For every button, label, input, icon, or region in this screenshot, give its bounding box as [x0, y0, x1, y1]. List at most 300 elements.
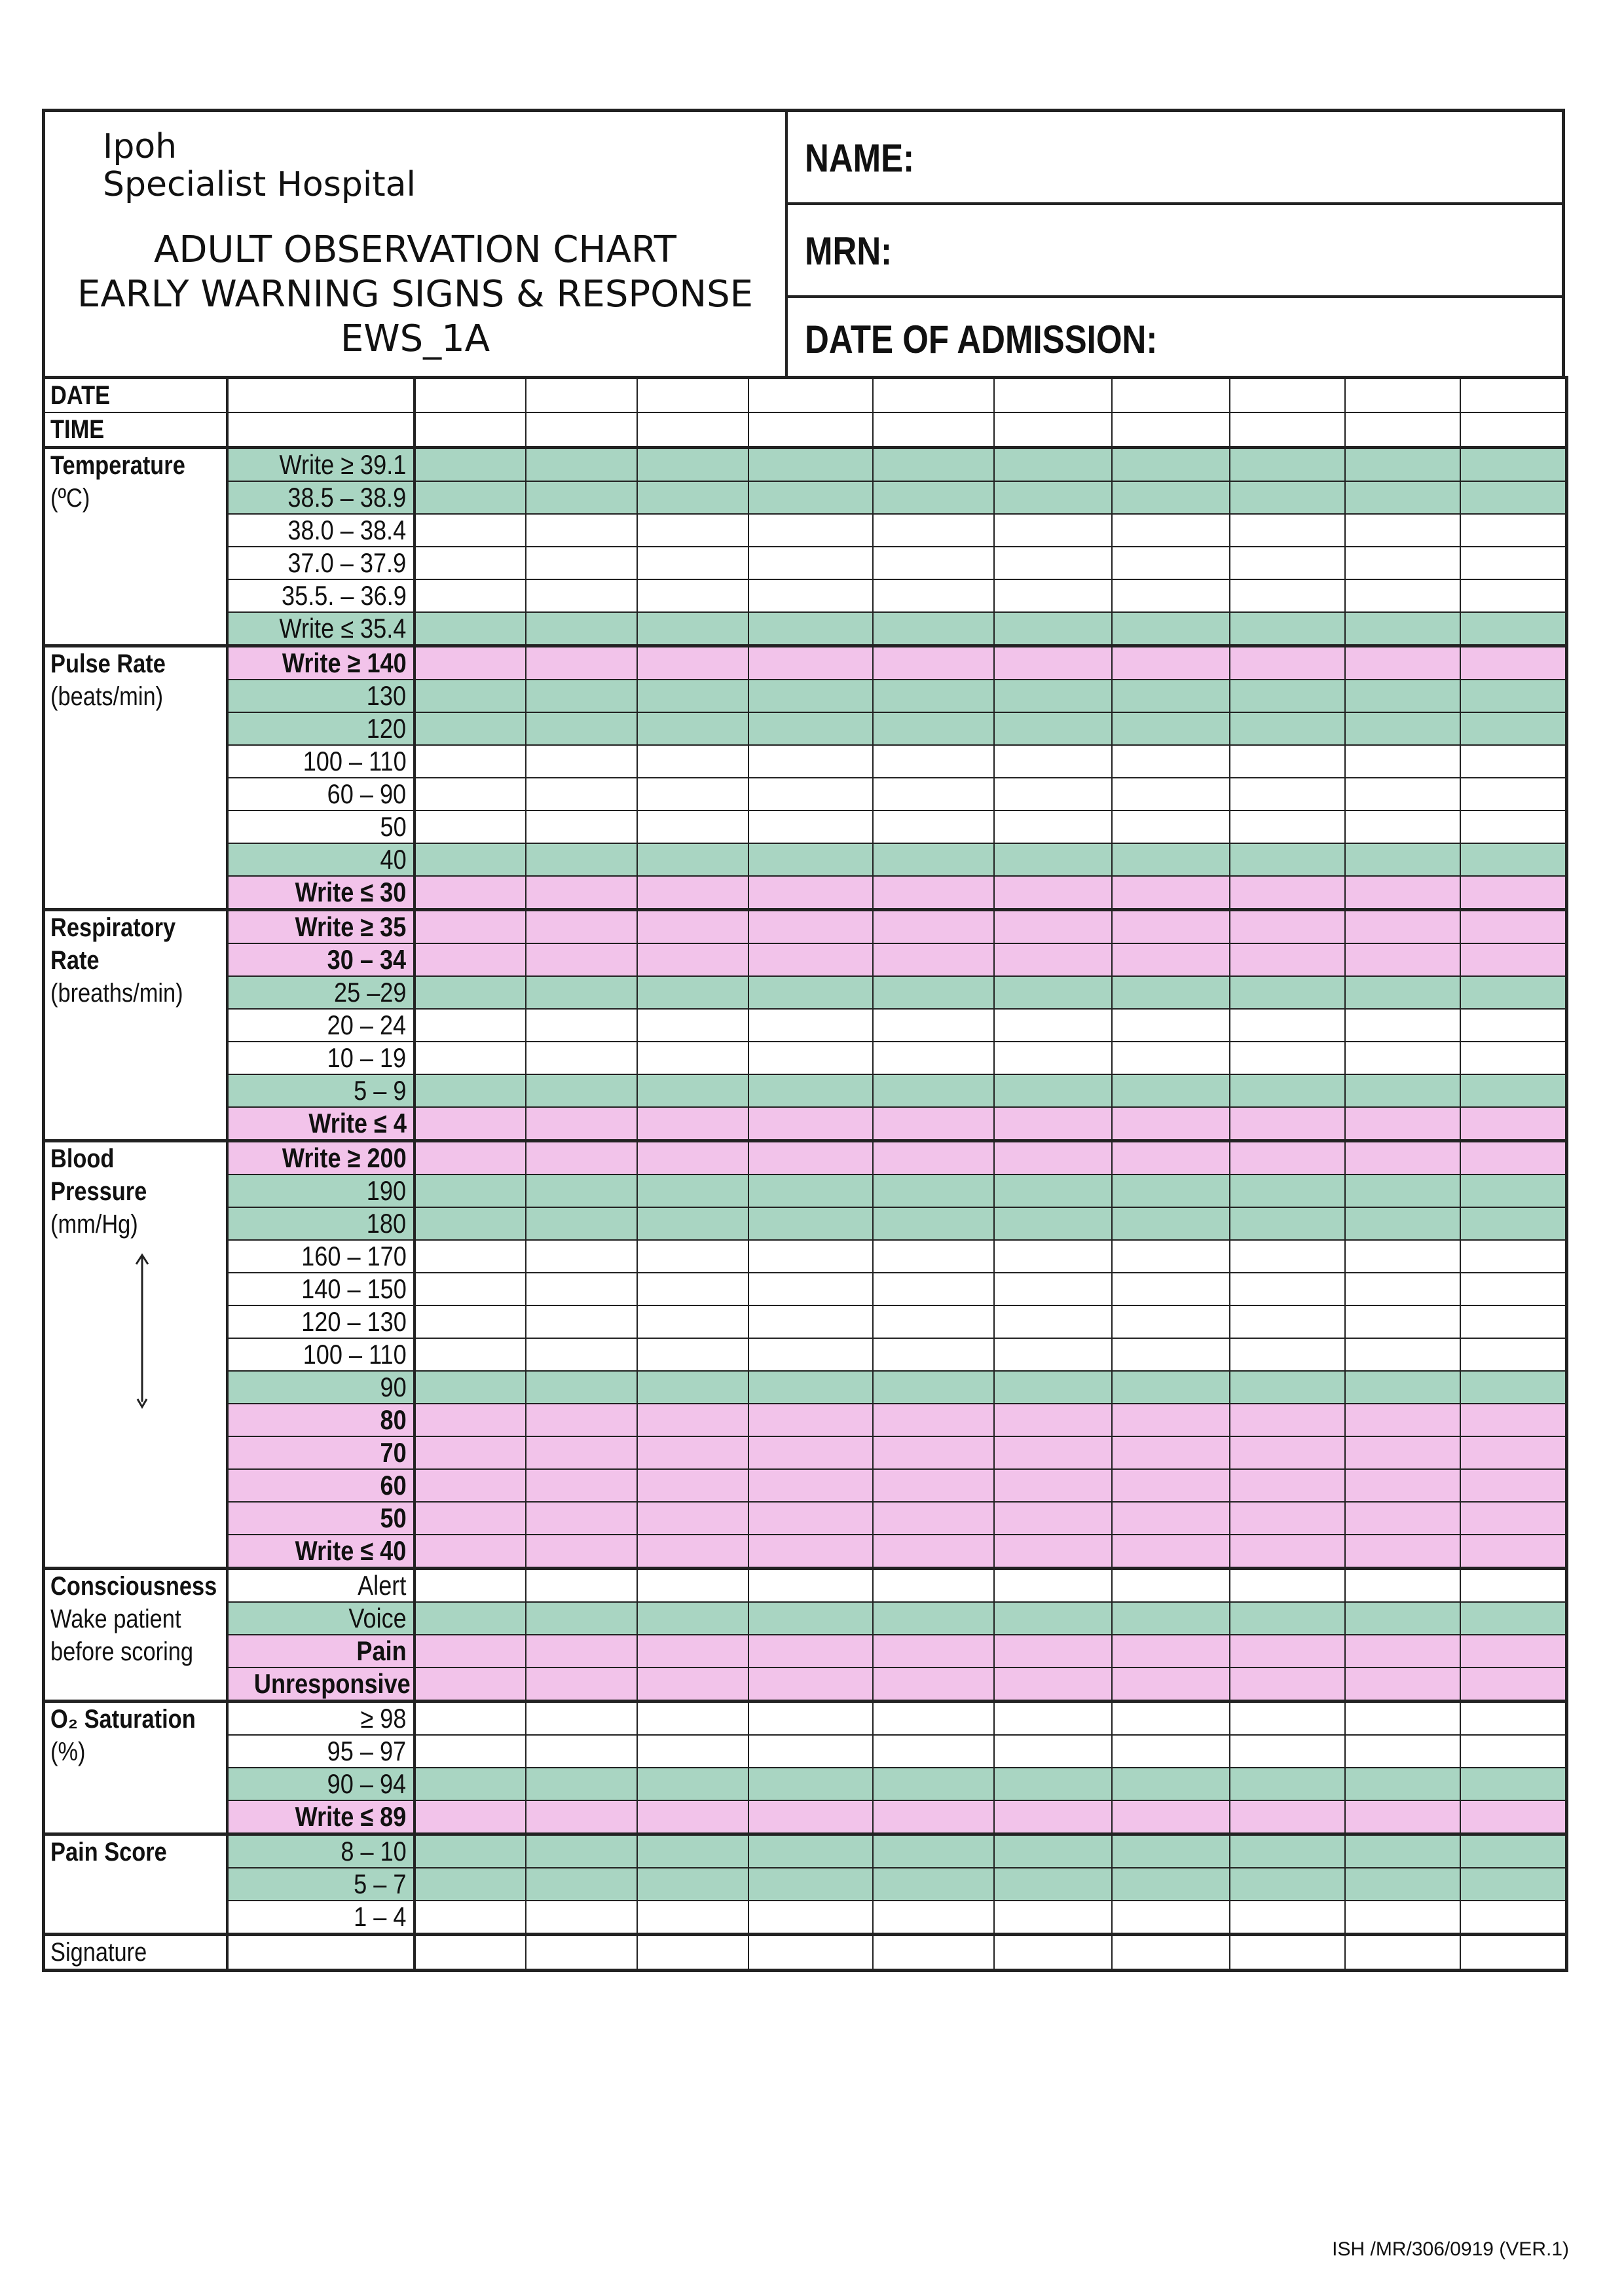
observation-entry-cell[interactable] [748, 1404, 873, 1436]
observation-entry-cell[interactable] [415, 1305, 526, 1338]
observation-entry-cell[interactable] [994, 1901, 1112, 1935]
observation-entry-cell[interactable] [415, 910, 526, 944]
observation-entry-cell[interactable] [415, 1800, 526, 1834]
observation-entry-cell[interactable] [873, 547, 994, 579]
mrn-field[interactable] [788, 205, 1565, 298]
observation-entry-cell[interactable] [1345, 1702, 1460, 1736]
signature-entry-cell[interactable] [748, 1935, 873, 1971]
observation-entry-cell[interactable] [1345, 1735, 1460, 1768]
observation-entry-cell[interactable] [526, 579, 637, 612]
observation-entry-cell[interactable] [873, 1834, 994, 1868]
observation-entry-cell[interactable] [873, 1667, 994, 1702]
observation-entry-cell[interactable] [415, 745, 526, 778]
observation-entry-cell[interactable] [637, 1768, 748, 1800]
observation-entry-cell[interactable] [873, 680, 994, 712]
observation-entry-cell[interactable] [1345, 1768, 1460, 1800]
observation-entry-cell[interactable] [994, 1404, 1112, 1436]
observation-entry-cell[interactable] [873, 1502, 994, 1535]
observation-entry-cell[interactable] [994, 1569, 1112, 1603]
time-entry-cell[interactable] [1230, 412, 1345, 448]
observation-entry-cell[interactable] [748, 1338, 873, 1371]
observation-entry-cell[interactable] [526, 1338, 637, 1371]
observation-entry-cell[interactable] [1345, 1273, 1460, 1305]
observation-entry-cell[interactable] [994, 1107, 1112, 1141]
observation-entry-cell[interactable] [637, 547, 748, 579]
observation-entry-cell[interactable] [637, 1702, 748, 1736]
observation-entry-cell[interactable] [637, 1635, 748, 1667]
observation-entry-cell[interactable] [1230, 1502, 1345, 1535]
observation-entry-cell[interactable] [1460, 1404, 1567, 1436]
observation-entry-cell[interactable] [1460, 1009, 1567, 1042]
observation-entry-cell[interactable] [526, 1635, 637, 1667]
observation-entry-cell[interactable] [637, 481, 748, 514]
time-entry-cell[interactable] [1460, 412, 1567, 448]
observation-entry-cell[interactable] [415, 680, 526, 712]
observation-entry-cell[interactable] [1112, 1175, 1230, 1207]
date-entry-cell[interactable] [748, 378, 873, 413]
observation-entry-cell[interactable] [1230, 1901, 1345, 1935]
observation-entry-cell[interactable] [1112, 680, 1230, 712]
observation-entry-cell[interactable] [637, 1371, 748, 1404]
observation-entry-cell[interactable] [1460, 1868, 1567, 1901]
observation-entry-cell[interactable] [415, 514, 526, 547]
observation-entry-cell[interactable] [526, 712, 637, 745]
observation-entry-cell[interactable] [1460, 1834, 1567, 1868]
observation-entry-cell[interactable] [1460, 1569, 1567, 1603]
observation-entry-cell[interactable] [1345, 876, 1460, 910]
observation-entry-cell[interactable] [1460, 448, 1567, 482]
observation-entry-cell[interactable] [748, 1074, 873, 1107]
observation-entry-cell[interactable] [1460, 976, 1567, 1009]
observation-entry-cell[interactable] [1230, 1469, 1345, 1502]
observation-entry-cell[interactable] [415, 712, 526, 745]
observation-entry-cell[interactable] [994, 1469, 1112, 1502]
observation-entry-cell[interactable] [994, 1868, 1112, 1901]
observation-entry-cell[interactable] [1230, 1868, 1345, 1901]
observation-entry-cell[interactable] [1460, 481, 1567, 514]
observation-entry-cell[interactable] [637, 1273, 748, 1305]
observation-entry-cell[interactable] [1112, 547, 1230, 579]
observation-entry-cell[interactable] [526, 481, 637, 514]
observation-entry-cell[interactable] [526, 778, 637, 811]
observation-entry-cell[interactable] [526, 1436, 637, 1469]
observation-entry-cell[interactable] [637, 976, 748, 1009]
observation-entry-cell[interactable] [748, 745, 873, 778]
observation-entry-cell[interactable] [1460, 514, 1567, 547]
observation-entry-cell[interactable] [994, 1667, 1112, 1702]
observation-entry-cell[interactable] [1230, 976, 1345, 1009]
observation-entry-cell[interactable] [1460, 1800, 1567, 1834]
observation-entry-cell[interactable] [748, 976, 873, 1009]
observation-entry-cell[interactable] [873, 1868, 994, 1901]
observation-entry-cell[interactable] [748, 1240, 873, 1273]
observation-entry-cell[interactable] [1230, 1834, 1345, 1868]
signature-blank-cell[interactable] [227, 1935, 415, 1971]
observation-entry-cell[interactable] [415, 1502, 526, 1535]
observation-entry-cell[interactable] [873, 943, 994, 976]
observation-entry-cell[interactable] [873, 481, 994, 514]
signature-entry-cell[interactable] [526, 1935, 637, 1971]
observation-entry-cell[interactable] [873, 745, 994, 778]
observation-entry-cell[interactable] [873, 1404, 994, 1436]
observation-entry-cell[interactable] [526, 745, 637, 778]
observation-entry-cell[interactable] [1112, 1107, 1230, 1141]
observation-entry-cell[interactable] [526, 910, 637, 944]
observation-entry-cell[interactable] [526, 843, 637, 876]
observation-entry-cell[interactable] [994, 579, 1112, 612]
observation-entry-cell[interactable] [1230, 1273, 1345, 1305]
observation-entry-cell[interactable] [1460, 1338, 1567, 1371]
observation-entry-cell[interactable] [1112, 1901, 1230, 1935]
observation-entry-cell[interactable] [1460, 1635, 1567, 1667]
observation-entry-cell[interactable] [1460, 612, 1567, 646]
observation-entry-cell[interactable] [526, 1240, 637, 1273]
observation-entry-cell[interactable] [1345, 1305, 1460, 1338]
observation-entry-cell[interactable] [1460, 778, 1567, 811]
observation-entry-cell[interactable] [873, 1602, 994, 1635]
observation-entry-cell[interactable] [1112, 1009, 1230, 1042]
signature-entry-cell[interactable] [1112, 1935, 1230, 1971]
observation-entry-cell[interactable] [1460, 1602, 1567, 1635]
observation-entry-cell[interactable] [1230, 680, 1345, 712]
observation-entry-cell[interactable] [873, 1240, 994, 1273]
signature-entry-cell[interactable] [415, 1935, 526, 1971]
observation-entry-cell[interactable] [1345, 1141, 1460, 1175]
observation-entry-cell[interactable] [873, 1800, 994, 1834]
observation-entry-cell[interactable] [415, 1768, 526, 1800]
observation-entry-cell[interactable] [526, 1800, 637, 1834]
observation-entry-cell[interactable] [994, 1702, 1112, 1736]
observation-entry-cell[interactable] [1460, 1042, 1567, 1074]
observation-entry-cell[interactable] [526, 612, 637, 646]
observation-entry-cell[interactable] [1112, 876, 1230, 910]
observation-entry-cell[interactable] [1345, 547, 1460, 579]
observation-entry-cell[interactable] [1112, 1702, 1230, 1736]
observation-entry-cell[interactable] [1345, 1207, 1460, 1240]
observation-entry-cell[interactable] [873, 448, 994, 482]
observation-entry-cell[interactable] [1112, 811, 1230, 843]
observation-entry-cell[interactable] [1345, 1502, 1460, 1535]
observation-entry-cell[interactable] [415, 1009, 526, 1042]
observation-entry-cell[interactable] [1345, 712, 1460, 745]
observation-entry-cell[interactable] [526, 1535, 637, 1569]
observation-entry-cell[interactable] [748, 1602, 873, 1635]
observation-entry-cell[interactable] [1345, 646, 1460, 680]
observation-entry-cell[interactable] [637, 514, 748, 547]
observation-entry-cell[interactable] [1112, 481, 1230, 514]
observation-entry-cell[interactable] [1112, 1436, 1230, 1469]
observation-entry-cell[interactable] [1345, 612, 1460, 646]
observation-entry-cell[interactable] [748, 1535, 873, 1569]
observation-entry-cell[interactable] [415, 1404, 526, 1436]
observation-entry-cell[interactable] [415, 1834, 526, 1868]
observation-entry-cell[interactable] [1112, 1569, 1230, 1603]
observation-entry-cell[interactable] [994, 1240, 1112, 1273]
observation-entry-cell[interactable] [1345, 1107, 1460, 1141]
observation-entry-cell[interactable] [994, 1305, 1112, 1338]
observation-entry-cell[interactable] [1345, 1535, 1460, 1569]
observation-entry-cell[interactable] [873, 1175, 994, 1207]
observation-entry-cell[interactable] [526, 1074, 637, 1107]
observation-entry-cell[interactable] [637, 1240, 748, 1273]
observation-entry-cell[interactable] [873, 1436, 994, 1469]
date-entry-cell[interactable] [415, 378, 526, 413]
observation-entry-cell[interactable] [1345, 778, 1460, 811]
observation-entry-cell[interactable] [415, 1469, 526, 1502]
observation-entry-cell[interactable] [1112, 514, 1230, 547]
observation-entry-cell[interactable] [1230, 1702, 1345, 1736]
date-entry-cell[interactable] [526, 378, 637, 413]
observation-entry-cell[interactable] [1460, 811, 1567, 843]
observation-entry-cell[interactable] [994, 1207, 1112, 1240]
observation-entry-cell[interactable] [1460, 1074, 1567, 1107]
time-entry-cell[interactable] [526, 412, 637, 448]
observation-entry-cell[interactable] [873, 876, 994, 910]
observation-entry-cell[interactable] [415, 646, 526, 680]
observation-entry-cell[interactable] [415, 547, 526, 579]
observation-entry-cell[interactable] [1230, 1667, 1345, 1702]
observation-entry-cell[interactable] [1230, 1735, 1345, 1768]
time-entry-cell[interactable] [1112, 412, 1230, 448]
observation-entry-cell[interactable] [1460, 1175, 1567, 1207]
observation-entry-cell[interactable] [873, 1207, 994, 1240]
observation-entry-cell[interactable] [1460, 579, 1567, 612]
observation-entry-cell[interactable] [873, 1074, 994, 1107]
date-entry-cell[interactable] [994, 378, 1112, 413]
observation-entry-cell[interactable] [873, 612, 994, 646]
observation-entry-cell[interactable] [1345, 745, 1460, 778]
observation-entry-cell[interactable] [637, 1469, 748, 1502]
observation-entry-cell[interactable] [748, 1800, 873, 1834]
observation-entry-cell[interactable] [415, 1338, 526, 1371]
observation-entry-cell[interactable] [526, 1569, 637, 1603]
observation-entry-cell[interactable] [637, 778, 748, 811]
observation-entry-cell[interactable] [526, 1735, 637, 1768]
observation-entry-cell[interactable] [873, 1535, 994, 1569]
observation-entry-cell[interactable] [994, 1436, 1112, 1469]
observation-entry-cell[interactable] [415, 1702, 526, 1736]
observation-entry-cell[interactable] [637, 1207, 748, 1240]
observation-entry-cell[interactable] [1230, 1207, 1345, 1240]
observation-entry-cell[interactable] [1460, 1667, 1567, 1702]
observation-entry-cell[interactable] [637, 1305, 748, 1338]
observation-entry-cell[interactable] [1112, 1667, 1230, 1702]
observation-entry-cell[interactable] [637, 646, 748, 680]
observation-entry-cell[interactable] [1112, 646, 1230, 680]
observation-entry-cell[interactable] [637, 1338, 748, 1371]
observation-entry-cell[interactable] [1460, 1141, 1567, 1175]
observation-entry-cell[interactable] [1230, 1602, 1345, 1635]
observation-entry-cell[interactable] [1230, 646, 1345, 680]
name-field[interactable] [788, 112, 1565, 205]
observation-entry-cell[interactable] [637, 1175, 748, 1207]
signature-entry-cell[interactable] [637, 1935, 748, 1971]
observation-entry-cell[interactable] [526, 1834, 637, 1868]
observation-entry-cell[interactable] [526, 943, 637, 976]
signature-entry-cell[interactable] [1230, 1935, 1345, 1971]
observation-entry-cell[interactable] [1460, 745, 1567, 778]
observation-entry-cell[interactable] [637, 1735, 748, 1768]
observation-entry-cell[interactable] [748, 1502, 873, 1535]
observation-entry-cell[interactable] [1345, 1569, 1460, 1603]
observation-entry-cell[interactable] [873, 579, 994, 612]
observation-entry-cell[interactable] [415, 612, 526, 646]
observation-entry-cell[interactable] [1345, 1009, 1460, 1042]
observation-entry-cell[interactable] [526, 1404, 637, 1436]
time-entry-cell[interactable] [1345, 412, 1460, 448]
observation-entry-cell[interactable] [526, 1273, 637, 1305]
observation-entry-cell[interactable] [994, 1175, 1112, 1207]
observation-entry-cell[interactable] [637, 1667, 748, 1702]
observation-entry-cell[interactable] [873, 843, 994, 876]
observation-entry-cell[interactable] [748, 943, 873, 976]
observation-entry-cell[interactable] [415, 1868, 526, 1901]
observation-entry-cell[interactable] [526, 1107, 637, 1141]
observation-entry-cell[interactable] [994, 1602, 1112, 1635]
observation-entry-cell[interactable] [1230, 778, 1345, 811]
observation-entry-cell[interactable] [994, 811, 1112, 843]
observation-entry-cell[interactable] [994, 910, 1112, 944]
observation-entry-cell[interactable] [1460, 646, 1567, 680]
observation-entry-cell[interactable] [994, 745, 1112, 778]
observation-entry-cell[interactable] [1230, 1074, 1345, 1107]
observation-entry-cell[interactable] [748, 579, 873, 612]
observation-entry-cell[interactable] [526, 1469, 637, 1502]
observation-entry-cell[interactable] [415, 1436, 526, 1469]
observation-entry-cell[interactable] [526, 1305, 637, 1338]
observation-entry-cell[interactable] [415, 1635, 526, 1667]
observation-entry-cell[interactable] [415, 1735, 526, 1768]
observation-entry-cell[interactable] [1112, 1404, 1230, 1436]
observation-entry-cell[interactable] [526, 547, 637, 579]
observation-entry-cell[interactable] [873, 1469, 994, 1502]
observation-entry-cell[interactable] [1460, 1535, 1567, 1569]
observation-entry-cell[interactable] [1112, 778, 1230, 811]
observation-entry-cell[interactable] [1230, 910, 1345, 944]
observation-entry-cell[interactable] [1230, 1569, 1345, 1603]
observation-entry-cell[interactable] [637, 1535, 748, 1569]
observation-entry-cell[interactable] [526, 976, 637, 1009]
observation-entry-cell[interactable] [1460, 1240, 1567, 1273]
observation-entry-cell[interactable] [748, 612, 873, 646]
observation-entry-cell[interactable] [873, 1371, 994, 1404]
observation-entry-cell[interactable] [994, 612, 1112, 646]
observation-entry-cell[interactable] [1345, 1868, 1460, 1901]
observation-entry-cell[interactable] [748, 1107, 873, 1141]
observation-entry-cell[interactable] [415, 976, 526, 1009]
observation-entry-cell[interactable] [526, 514, 637, 547]
observation-entry-cell[interactable] [748, 1868, 873, 1901]
observation-entry-cell[interactable] [415, 943, 526, 976]
observation-entry-cell[interactable] [748, 547, 873, 579]
observation-entry-cell[interactable] [1230, 1800, 1345, 1834]
observation-entry-cell[interactable] [748, 1009, 873, 1042]
signature-entry-cell[interactable] [1460, 1935, 1567, 1971]
observation-entry-cell[interactable] [748, 1735, 873, 1768]
observation-entry-cell[interactable] [1230, 943, 1345, 976]
observation-entry-cell[interactable] [1112, 976, 1230, 1009]
date-blank-cell[interactable] [227, 378, 415, 413]
observation-entry-cell[interactable] [1345, 680, 1460, 712]
date-entry-cell[interactable] [637, 378, 748, 413]
observation-entry-cell[interactable] [415, 1074, 526, 1107]
observation-entry-cell[interactable] [1230, 481, 1345, 514]
observation-entry-cell[interactable] [994, 778, 1112, 811]
observation-entry-cell[interactable] [1460, 843, 1567, 876]
observation-entry-cell[interactable] [1345, 943, 1460, 976]
observation-entry-cell[interactable] [637, 448, 748, 482]
observation-entry-cell[interactable] [1460, 876, 1567, 910]
observation-entry-cell[interactable] [748, 1702, 873, 1736]
observation-entry-cell[interactable] [994, 646, 1112, 680]
observation-entry-cell[interactable] [748, 1141, 873, 1175]
observation-entry-cell[interactable] [415, 1667, 526, 1702]
observation-entry-cell[interactable] [994, 680, 1112, 712]
observation-entry-cell[interactable] [873, 1009, 994, 1042]
observation-entry-cell[interactable] [1345, 1042, 1460, 1074]
date-entry-cell[interactable] [1230, 378, 1345, 413]
observation-entry-cell[interactable] [1112, 1800, 1230, 1834]
observation-entry-cell[interactable] [994, 1273, 1112, 1305]
observation-entry-cell[interactable] [526, 1702, 637, 1736]
observation-entry-cell[interactable] [1345, 1800, 1460, 1834]
observation-entry-cell[interactable] [1112, 1207, 1230, 1240]
observation-entry-cell[interactable] [637, 943, 748, 976]
observation-entry-cell[interactable] [1230, 843, 1345, 876]
observation-entry-cell[interactable] [1460, 1502, 1567, 1535]
observation-entry-cell[interactable] [748, 1635, 873, 1667]
observation-entry-cell[interactable] [526, 1141, 637, 1175]
observation-entry-cell[interactable] [1112, 1141, 1230, 1175]
observation-entry-cell[interactable] [748, 778, 873, 811]
observation-entry-cell[interactable] [526, 680, 637, 712]
observation-entry-cell[interactable] [873, 1042, 994, 1074]
observation-entry-cell[interactable] [1230, 1768, 1345, 1800]
observation-entry-cell[interactable] [415, 448, 526, 482]
observation-entry-cell[interactable] [637, 579, 748, 612]
observation-entry-cell[interactable] [415, 1107, 526, 1141]
observation-entry-cell[interactable] [994, 943, 1112, 976]
observation-entry-cell[interactable] [748, 680, 873, 712]
observation-entry-cell[interactable] [637, 680, 748, 712]
observation-entry-cell[interactable] [748, 514, 873, 547]
observation-entry-cell[interactable] [1460, 712, 1567, 745]
observation-entry-cell[interactable] [637, 811, 748, 843]
observation-entry-cell[interactable] [748, 1175, 873, 1207]
observation-entry-cell[interactable] [1230, 1107, 1345, 1141]
observation-entry-cell[interactable] [637, 712, 748, 745]
observation-entry-cell[interactable] [1345, 1635, 1460, 1667]
observation-entry-cell[interactable] [1460, 1469, 1567, 1502]
observation-entry-cell[interactable] [415, 1371, 526, 1404]
observation-entry-cell[interactable] [526, 1602, 637, 1635]
observation-entry-cell[interactable] [748, 1042, 873, 1074]
observation-entry-cell[interactable] [1230, 1535, 1345, 1569]
time-entry-cell[interactable] [994, 412, 1112, 448]
observation-entry-cell[interactable] [748, 1371, 873, 1404]
observation-entry-cell[interactable] [873, 1273, 994, 1305]
observation-entry-cell[interactable] [1345, 1371, 1460, 1404]
observation-entry-cell[interactable] [1460, 547, 1567, 579]
observation-entry-cell[interactable] [1230, 745, 1345, 778]
observation-entry-cell[interactable] [415, 1175, 526, 1207]
observation-entry-cell[interactable] [1112, 1535, 1230, 1569]
observation-entry-cell[interactable] [994, 1768, 1112, 1800]
observation-entry-cell[interactable] [994, 481, 1112, 514]
observation-entry-cell[interactable] [415, 1602, 526, 1635]
observation-entry-cell[interactable] [994, 1735, 1112, 1768]
observation-entry-cell[interactable] [1112, 1273, 1230, 1305]
